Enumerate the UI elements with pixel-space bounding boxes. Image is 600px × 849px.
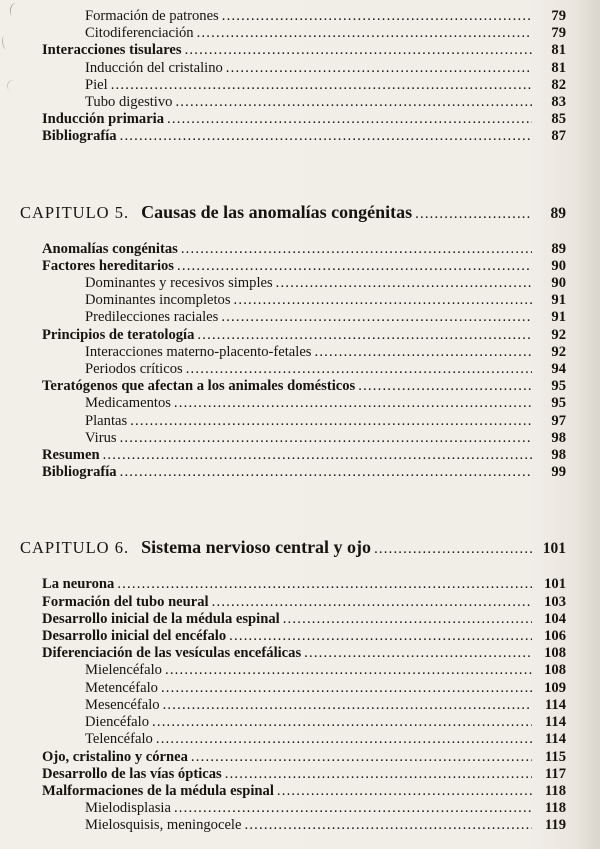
dot-leader <box>181 241 532 258</box>
toc-entry-label: Principios de teratología <box>42 326 195 343</box>
toc-entry-page: 104 <box>544 610 566 627</box>
toc-entry-label: Interacciones tisulares <box>42 42 182 59</box>
toc-entry-label: Predilecciones raciales <box>85 309 219 326</box>
chapter-page-number: 101 <box>542 540 566 558</box>
toc-entry-label: Mielosquisis, meningocele <box>85 817 242 834</box>
toc-entry <box>20 361 566 378</box>
dot-leader <box>156 731 532 748</box>
toc-entry <box>20 447 566 464</box>
toc-entry <box>20 42 566 59</box>
toc-body <box>20 8 566 835</box>
chapter-title: Causas de las anomalías congénitas <box>141 201 413 222</box>
dot-leader <box>120 128 532 145</box>
toc-entry-label: Factores hereditarios <box>42 257 174 274</box>
toc-entry <box>20 576 566 593</box>
toc-entry-page: 82 <box>551 76 566 93</box>
toc-entry <box>20 680 566 697</box>
toc-entry-page: 83 <box>551 94 566 111</box>
chapter-number: CAPITULO 6. <box>20 538 130 558</box>
toc-entry-page: 81 <box>551 42 566 59</box>
toc-entry-page: 108 <box>544 662 566 679</box>
toc-entry <box>20 611 566 628</box>
toc-entry <box>20 327 566 344</box>
toc-entry-label: Tubo digestivo <box>85 94 173 111</box>
toc-entry <box>20 783 566 800</box>
toc-entry <box>20 731 566 748</box>
dot-leader <box>277 783 532 800</box>
toc-entry-label: Desarrollo de las vías ópticas <box>42 765 222 782</box>
toc-entry-page: 118 <box>544 782 566 799</box>
toc-entry-label: Metencéfalo <box>85 679 158 696</box>
toc-entry <box>20 77 566 94</box>
toc-entry-label: Interacciones materno-placento-fetales <box>85 343 312 360</box>
toc-entry-label: Desarrollo inicial del encéfalo <box>42 628 227 645</box>
toc-entry-page: 103 <box>544 593 566 610</box>
toc-entry <box>20 128 566 145</box>
chapter-number: CAPITULO 5. <box>20 202 130 222</box>
toc-entry-label: Mielodisplasia <box>85 800 171 817</box>
dot-leader <box>374 541 532 558</box>
toc-entry <box>20 395 566 412</box>
dot-leader <box>174 800 532 817</box>
toc-entry-page: 98 <box>551 447 566 464</box>
dot-leader <box>165 662 532 679</box>
chapter-heading <box>20 202 566 223</box>
toc-entry-page: 109 <box>544 679 566 696</box>
toc-entry <box>20 292 566 309</box>
dot-leader <box>314 344 532 361</box>
toc-entry-page: 98 <box>551 429 566 446</box>
dot-leader <box>212 594 532 611</box>
toc-entry-page: 92 <box>551 326 566 343</box>
toc-entry-label: La neurona <box>42 576 115 593</box>
toc-entry-label: Inducción primaria <box>42 111 165 128</box>
toc-entry-page: 79 <box>551 8 566 24</box>
toc-entry <box>20 464 566 481</box>
toc-entry-page: 115 <box>544 748 566 765</box>
dot-leader <box>163 697 532 714</box>
dot-leader <box>234 292 532 309</box>
toc-entry-label: Anomalías congénitas <box>42 240 178 257</box>
pencil-mark <box>9 2 20 17</box>
toc-entry <box>20 766 566 783</box>
toc-entry-label: Dominantes incompletos <box>85 292 231 309</box>
toc-entry <box>20 94 566 111</box>
toc-entry-label: Dominantes y recesivos simples <box>85 275 273 292</box>
toc-entry <box>20 714 566 731</box>
dot-leader <box>226 60 532 77</box>
toc-entry-page: 91 <box>551 292 566 309</box>
toc-entry-page: 89 <box>551 240 566 257</box>
toc-entry-page: 114 <box>544 696 566 713</box>
toc-entry-label: Diencéfalo <box>85 714 150 731</box>
dot-leader <box>191 749 532 766</box>
toc-entry <box>20 662 566 679</box>
toc-entry <box>20 817 566 834</box>
toc-entry-page: 95 <box>551 378 566 395</box>
pencil-mark <box>1 36 10 50</box>
toc-entry <box>20 430 566 447</box>
toc-entry-page: 92 <box>551 343 566 360</box>
dot-leader <box>161 680 532 697</box>
toc-entry-page: 95 <box>551 395 566 412</box>
dot-leader <box>174 395 532 412</box>
toc-entry-page: 106 <box>544 628 566 645</box>
toc-entry-page: 118 <box>544 800 566 817</box>
toc-entry-page: 99 <box>551 464 566 481</box>
dot-leader <box>197 327 532 344</box>
dot-leader <box>229 628 532 645</box>
toc-entry-page: 114 <box>544 731 566 748</box>
toc-entry <box>20 645 566 662</box>
toc-entry-label: Formación de patrones <box>85 8 219 24</box>
dot-leader <box>175 94 532 111</box>
dot-leader <box>167 111 532 128</box>
toc-entry <box>20 378 566 395</box>
chapter-heading <box>20 537 566 558</box>
pencil-mark <box>5 78 19 92</box>
dot-leader <box>117 576 532 593</box>
toc-entry <box>20 344 566 361</box>
toc-entry-label: Bibliografía <box>42 128 117 145</box>
dot-leader <box>177 258 532 275</box>
dot-leader <box>130 413 532 430</box>
toc-entry-page: 85 <box>551 111 566 128</box>
toc-entry-label: Piel <box>85 76 108 93</box>
toc-entry <box>20 8 566 25</box>
toc-entry-label: Citodiferenciación <box>85 25 194 42</box>
toc-entry <box>20 800 566 817</box>
dot-leader <box>276 275 532 292</box>
toc-entry <box>20 413 566 430</box>
toc-entry-page: 108 <box>544 645 566 662</box>
toc-entry <box>20 25 566 42</box>
dot-leader <box>111 77 532 94</box>
toc-entry-label: Virus <box>85 429 117 446</box>
toc-entry-label: Ojo, cristalino y córnea <box>42 748 188 765</box>
toc-entry-page: 90 <box>551 275 566 292</box>
dot-leader <box>222 8 532 25</box>
toc-entry-label: Plantas <box>85 412 128 429</box>
dot-leader <box>103 447 532 464</box>
dot-leader <box>197 25 532 42</box>
toc-entry <box>20 628 566 645</box>
dot-leader <box>225 766 532 783</box>
toc-entry-page: 114 <box>544 714 566 731</box>
dot-leader <box>185 42 532 59</box>
toc-entry-page: 81 <box>551 59 566 76</box>
dot-leader <box>283 611 532 628</box>
dot-leader <box>304 645 532 662</box>
toc-entry <box>20 697 566 714</box>
toc-entry <box>20 258 566 275</box>
toc-entry-page: 91 <box>551 309 566 326</box>
toc-entry-label: Inducción del cristalino <box>85 59 223 76</box>
toc-entry-page: 101 <box>544 576 566 593</box>
dot-leader <box>244 817 532 834</box>
chapter-title: Sistema nervioso central y ojo <box>141 537 372 558</box>
chapter-page-number: 89 <box>550 204 566 222</box>
dot-leader <box>120 464 532 481</box>
toc-entry-label: Periodos críticos <box>85 361 183 378</box>
toc-entry <box>20 594 566 611</box>
toc-entry <box>20 60 566 77</box>
toc-entry-label: Diferenciación de las vesículas encefálicas <box>42 645 302 662</box>
dot-leader <box>358 378 532 395</box>
dot-leader <box>186 361 532 378</box>
toc-entry <box>20 241 566 258</box>
toc-entry-label: Telencéfalo <box>85 731 153 748</box>
dot-leader <box>221 309 532 326</box>
toc-entry-label: Mielencéfalo <box>85 662 162 679</box>
toc-entry-page: 94 <box>551 361 566 378</box>
toc-entry-label: Bibliografía <box>42 464 117 481</box>
toc-entry <box>20 275 566 292</box>
toc-entry-label: Teratógenos que afectan a los animales domésticos <box>42 378 356 395</box>
dot-leader <box>152 714 532 731</box>
dot-leader <box>415 206 532 223</box>
toc-entry-page: 79 <box>551 25 566 42</box>
toc-entry-label: Medicamentos <box>85 395 171 412</box>
toc-entry-label: Malformaciones de la médula espinal <box>42 782 274 799</box>
toc-entry-page: 117 <box>544 765 566 782</box>
toc-entry-label: Desarrollo inicial de la médula espinal <box>42 610 280 627</box>
toc-entry-page: 119 <box>544 817 566 834</box>
toc-entry-page: 97 <box>551 412 566 429</box>
toc-entry <box>20 309 566 326</box>
toc-entry <box>20 749 566 766</box>
toc-entry <box>20 111 566 128</box>
toc-entry-label: Mesencéfalo <box>85 696 160 713</box>
toc-entry-label: Formación del tubo neural <box>42 593 209 610</box>
toc-entry-label: Resumen <box>42 447 100 464</box>
toc-entry-page: 87 <box>551 128 566 145</box>
dot-leader <box>120 430 532 447</box>
toc-entry-page: 90 <box>551 257 566 274</box>
